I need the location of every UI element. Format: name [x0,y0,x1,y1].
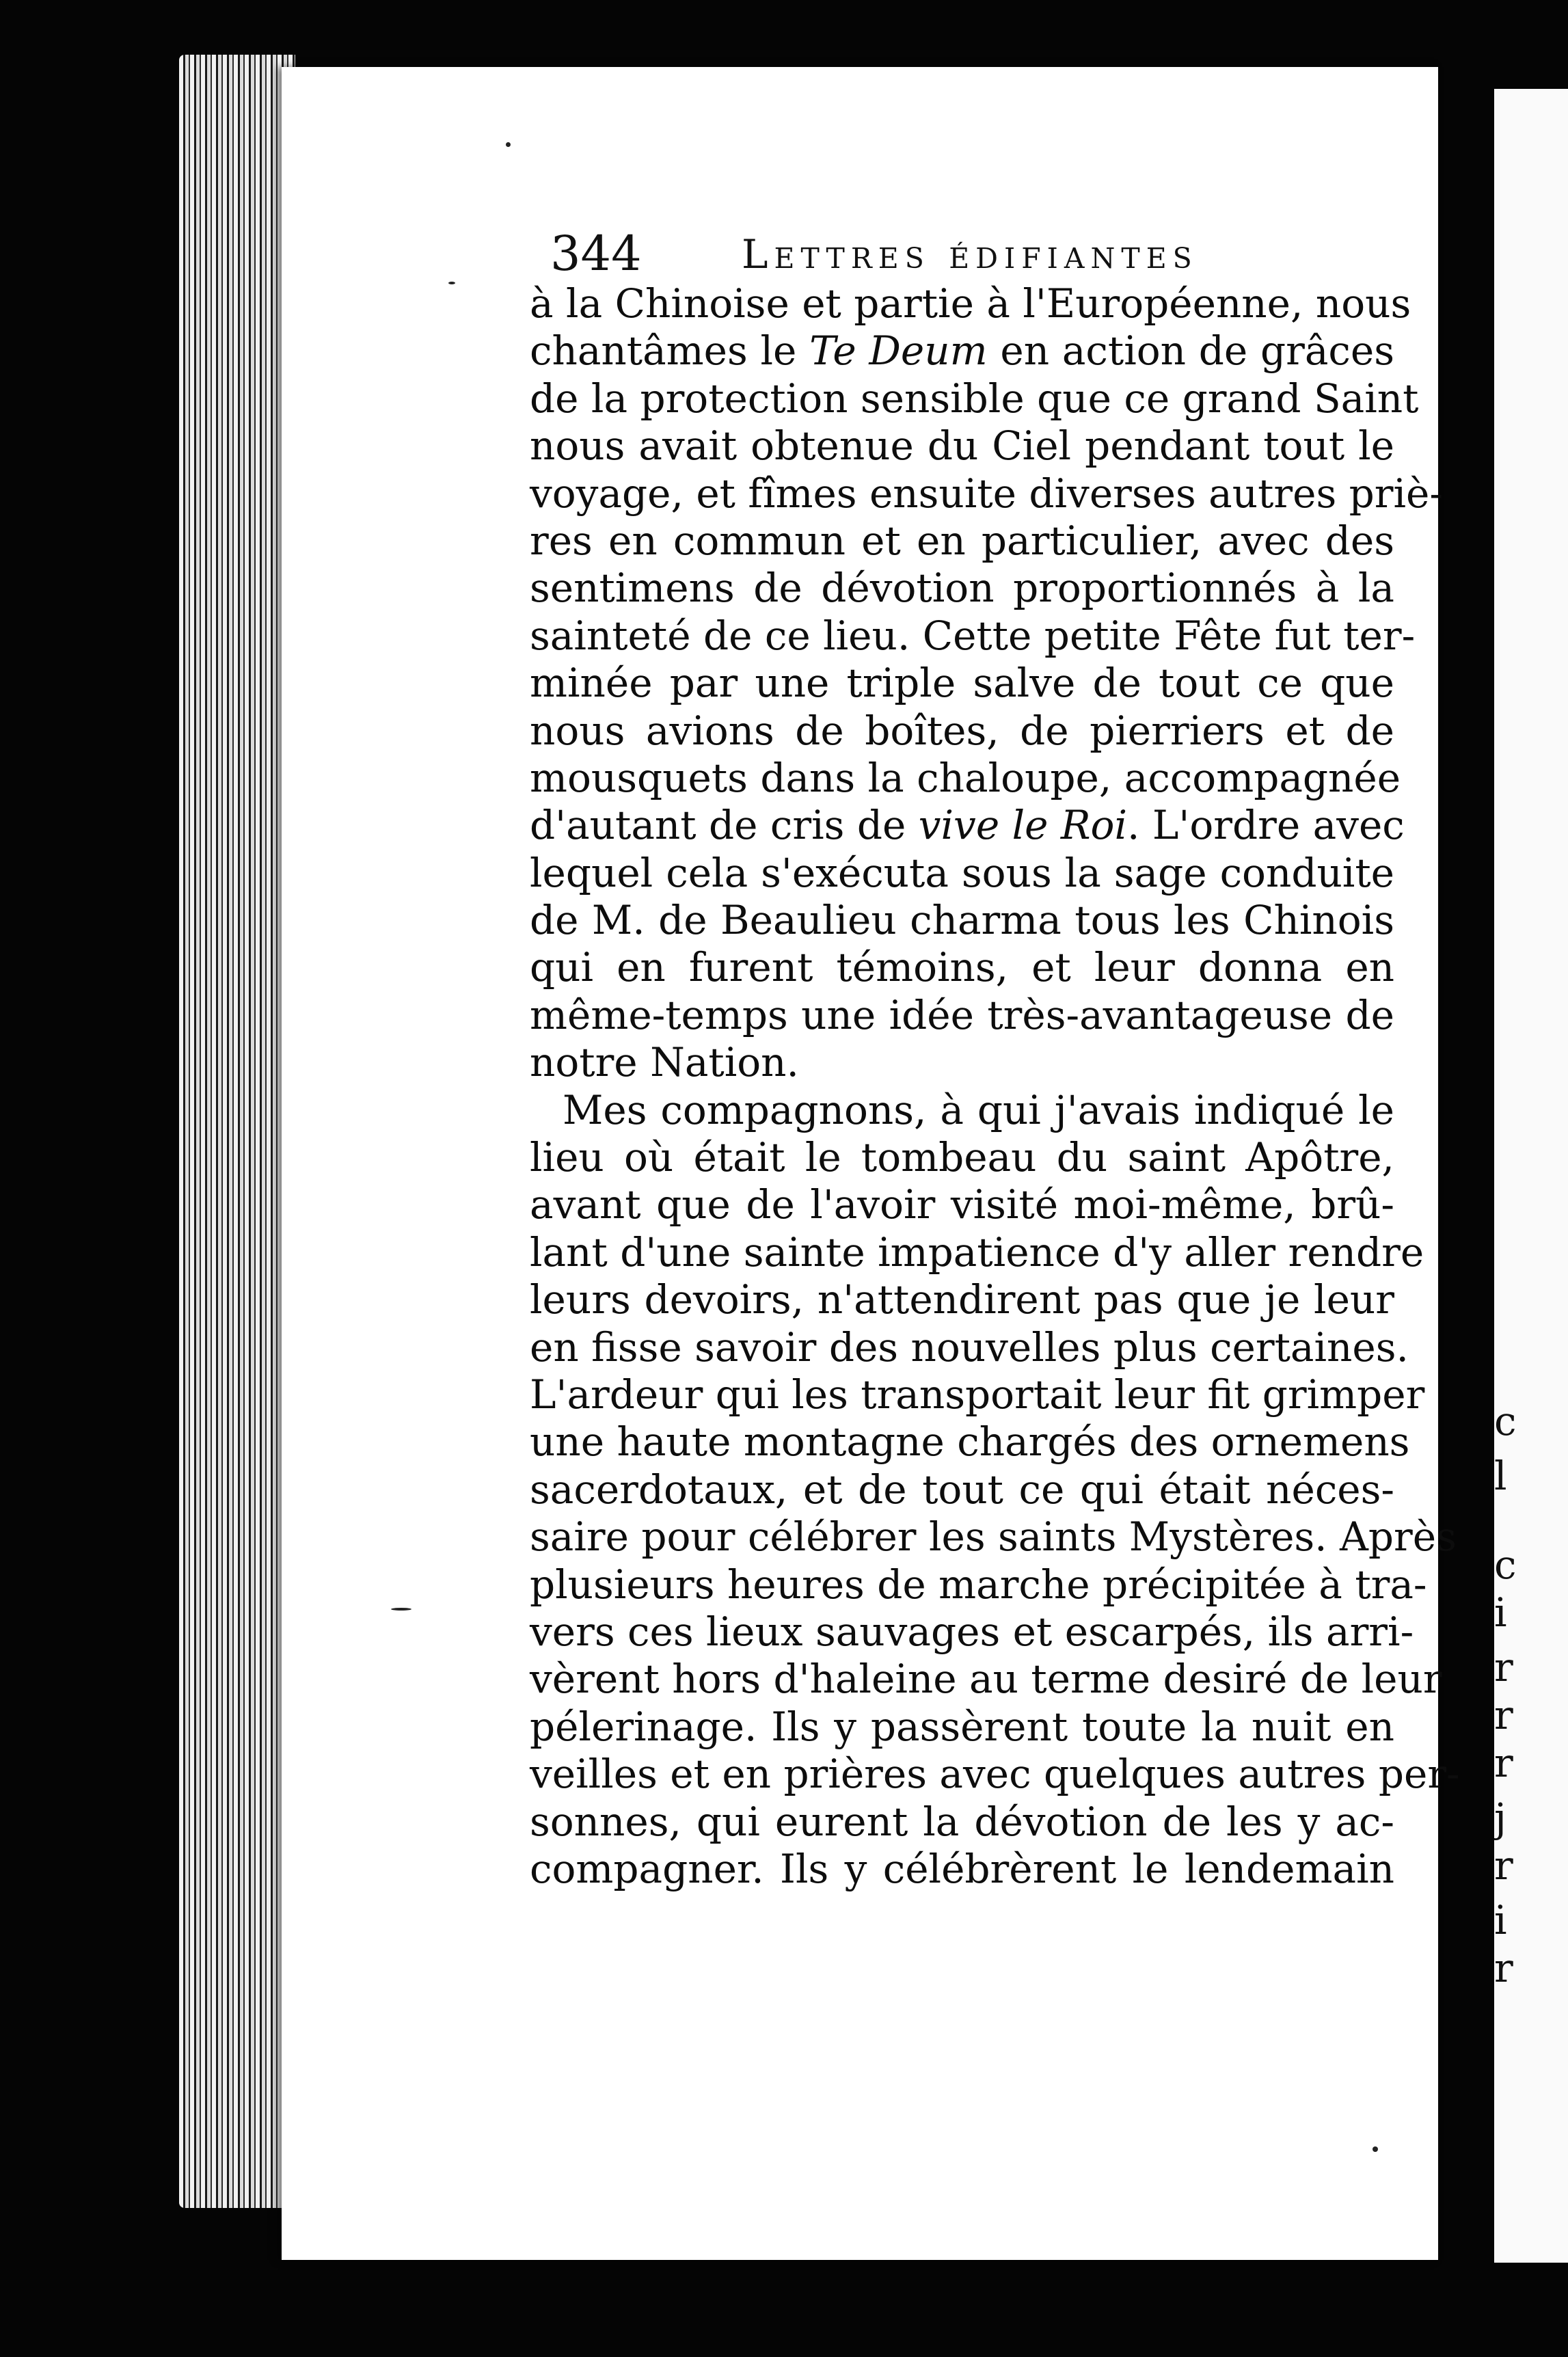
body-text [530,280,1460,1893]
text-line: saire pour célébrer les saints Mystères. Après [530,1513,1457,1561]
adjacent-page-fragment: r [1494,1945,1513,1991]
text-line: chantâmes le Te Deum en action de grâces [530,327,1394,375]
page-number: 344 [550,226,642,282]
adjacent-page-fragment: r [1494,1740,1513,1786]
adjacent-page-fragment: r [1494,1692,1513,1738]
adjacent-page-fragment: c [1494,1398,1517,1444]
text-line: notre Nation. [530,1039,799,1086]
text-line: sainteté de ce lieu. Cette petite Fête fut ter- [530,612,1416,659]
adjacent-page-fragment: r [1494,1842,1513,1889]
text-line: une haute montagne chargés des ornemens [530,1418,1410,1466]
text-line: voyage, et fîmes ensuite diverses autres priè- [530,470,1443,517]
text-line: de la protection sensible que ce grand Saint [530,375,1419,422]
text-line: veilles et en prières avec quelques autres per- [530,1751,1460,1798]
text-line: compagner. Ils y célébrèrent le lendemain [530,1845,1394,1892]
text-line: lequel cela s'exécuta sous la sage conduite [530,849,1394,896]
text-line: mousquets dans la chaloupe, accompagnée [530,754,1401,801]
text-line: sentimens de dévotion proportionnés à la [530,565,1394,612]
text-line: pélerinage. Ils y passèrent toute la nuit en [530,1703,1394,1750]
text-line: vers ces lieux sauvages et escarpés, ils arri- [530,1608,1414,1655]
text-line: vèrent hors d'haleine au terme desiré de leur [530,1656,1442,1703]
text-line: sonnes, qui eurent la dévotion de les y ac- [530,1798,1394,1845]
adjacent-page-fragment: l [1494,1453,1507,1499]
text-line: Mes compagnons, à qui j'avais indiqué le [563,1086,1394,1133]
text-line: avant que de l'avoir visité moi-même, brû- [530,1181,1394,1228]
text-line: plusieurs heures de marche précipitée à tra- [530,1561,1427,1608]
scan-speck [1373,2146,1378,2152]
text-line: même-temps une idée très-avantageuse de [530,991,1394,1038]
running-title: Lettres édifiantes [742,231,1198,278]
text-line: lieu où était le tombeau du saint Apôtre, [530,1134,1394,1181]
adjacent-page-fragment: r [1494,1644,1513,1691]
text-line: en fisse savoir des nouvelles plus certaines. [530,1323,1409,1371]
scan-speck [448,282,455,284]
adjacent-page-fragment: j [1494,1794,1506,1841]
text-line: à la Chinoise et partie à l'Européenne, nous [530,280,1411,327]
scan-speck [391,1608,411,1611]
text-line: nous avions de boîtes, de pierriers et de [530,707,1394,754]
text-line: L'ardeur qui les transportait leur fit grimper [530,1371,1425,1418]
text-line: qui en furent témoins, et leur donna en [530,944,1394,991]
text-line: sacerdotaux, et de tout ce qui était néces- [530,1466,1394,1513]
text-line: leurs devoirs, n'attendirent pas que je leur [530,1276,1394,1323]
italic-phrase: Te Deum [809,327,988,375]
italic-phrase: vive le Roi [918,802,1128,849]
text-line: d'autant de cris de vive le Roi. L'ordre avec [530,802,1405,849]
adjacent-page [1494,89,1568,2263]
text-line: res en commun et en particulier, avec des [530,517,1394,564]
text-line: de M. de Beaulieu charma tous les Chinois [530,897,1394,944]
text-line: nous avait obtenue du Ciel pendant tout le [530,422,1394,470]
adjacent-page-fragment: i [1494,1589,1507,1636]
adjacent-page-fragment: c [1494,1541,1517,1588]
adjacent-page-fragment: i [1494,1897,1507,1943]
text-line: minée par une triple salve de tout ce que [530,660,1394,707]
text-line: lant d'une sainte impatience d'y aller rendre [530,1228,1424,1276]
page-edges [179,55,295,2208]
scan-speck [506,142,511,147]
